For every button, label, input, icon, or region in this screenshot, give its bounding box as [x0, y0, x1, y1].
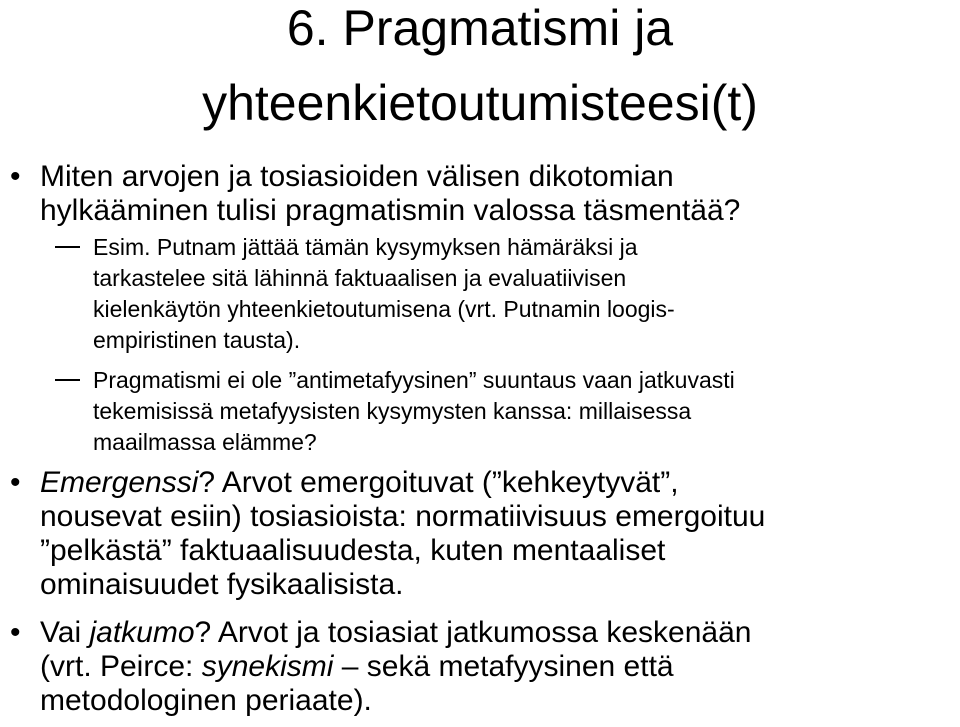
bullet-2-line-3: ”pelkästä” faktuaalisuudesta, kuten mentaaliset	[40, 534, 666, 567]
bullet-1-line-1: Miten arvojen ja tosiasioiden välisen dikotomian	[40, 160, 674, 193]
dash-marker	[55, 246, 80, 248]
bullet-3-line-3: metodologinen periaate).	[40, 684, 372, 717]
synekismi-term: synekismi	[201, 650, 334, 683]
sub-bullet-1	[93, 232, 958, 356]
bullet-2-line-1	[40, 466, 955, 500]
bullet-marker: •	[10, 616, 21, 649]
jatkumo-term: jatkumo	[89, 616, 195, 649]
bullet-marker: •	[10, 466, 21, 499]
bullet-3-line-2	[40, 650, 955, 684]
bullet-2-line-2: nousevat esiin) tosiasioista: normatiivisuus emergoituu	[40, 500, 766, 533]
sub-bullet-1-line-2: tarkastelee sitä lähinnä faktuaalisen ja evaluatiivisen	[93, 265, 627, 291]
bullet-3-line-1-pre: Vai	[40, 616, 90, 649]
sub-bullet-2-line-2: tekemisissä metafyysisten kysymysten kanssa: millaisessa	[93, 398, 692, 424]
slide-title-line-1: 6. Pragmatismi ja	[286, 0, 674, 56]
dash-marker	[55, 379, 80, 381]
bullet-1-line-2: hylkääminen tulisi pragmatismin valossa täsmentää?	[40, 194, 741, 227]
sub-bullet-1-line-4: empiristinen tausta).	[93, 327, 301, 353]
bullet-1	[10, 160, 955, 228]
bullet-3	[10, 616, 955, 718]
slide-title-line-2: yhteenkietoutumisteesi(t)	[202, 75, 758, 131]
bullet-3-line-1-rest: ? Arvot ja tosiasiat jatkumossa keskenään	[194, 616, 752, 649]
bullet-2-line-4: ominaisuudet fysikaalisista.	[40, 568, 404, 601]
bullet-2-line-1-rest: ? Arvot emergoituvat (”kehkeytyvät”,	[198, 466, 679, 499]
sub-bullet-2	[93, 365, 958, 458]
bullet-2	[10, 466, 955, 602]
emergenssi-term: Emergenssi	[40, 466, 199, 499]
bullet-3-line-2-pre: (vrt. Peirce:	[40, 650, 202, 683]
bullet-3-line-2-rest: – sekä metafyysinen että	[333, 650, 674, 683]
sub-bullet-1-line-1: Esim. Putnam jättää tämän kysymyksen hämäräksi ja	[93, 234, 638, 260]
sub-bullet-2-line-3: maailmassa elämme?	[93, 429, 317, 455]
bullet-marker: •	[10, 160, 21, 193]
bullet-3-line-1	[40, 616, 955, 650]
sub-bullet-1-line-3: kielenkäytön yhteenkietoutumisena (vrt. Putnamin loogis-	[93, 296, 675, 322]
sub-bullet-2-line-1: Pragmatismi ei ole ”antimetafyysinen” suuntaus vaan jatkuvasti	[93, 367, 735, 393]
